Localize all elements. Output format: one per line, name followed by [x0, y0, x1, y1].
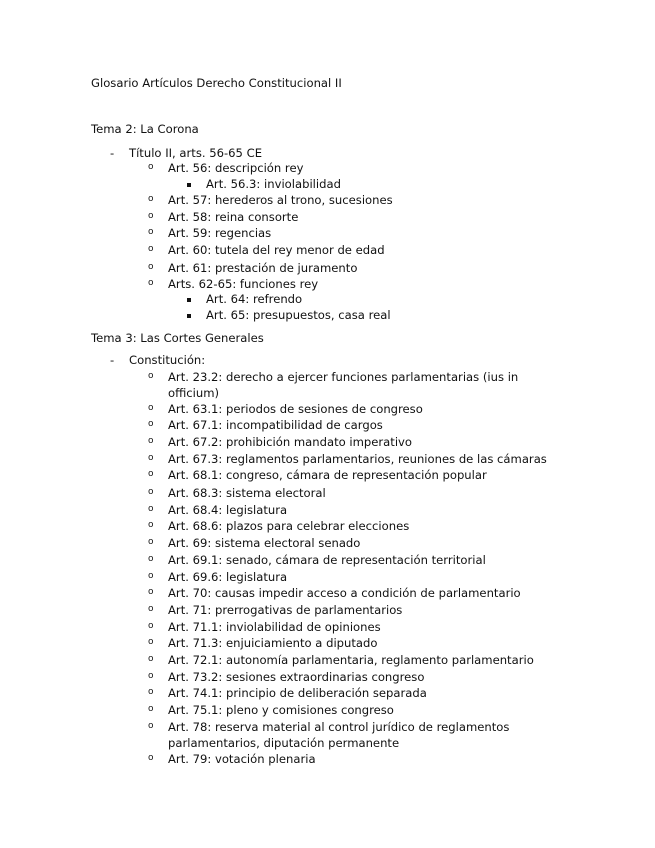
circle-bullet: o [148, 162, 154, 172]
list-item-text: Art. 68.4: legislatura [168, 503, 288, 517]
circle-bullet: o [148, 469, 154, 479]
circle-bullet: o [148, 637, 154, 647]
list-item-text: Art. 69.1: senado, cámara de representación territorial [168, 553, 486, 567]
circle-bullet: o [148, 194, 154, 204]
list-item-text: Art. 67.2: prohibición mandato imperativo [168, 435, 412, 449]
list-item-text: Art. 67.1: incompatibilidad de cargos [168, 418, 383, 432]
list-item-text: Art. 59: regencias [168, 226, 272, 240]
list-item-text: Art. 61: prestación de juramento [168, 261, 358, 275]
list-item-text: Art. 78: reserva material al control jurídico de reglamentos parlamentarios, diputación permanente [168, 720, 510, 751]
circle-bullet: o [148, 704, 154, 714]
list-item-text: Art. 69: sistema electoral senado [168, 536, 361, 550]
circle-bullet: o [148, 654, 154, 664]
list-item-text: Art. 75.1: pleno y comisiones congreso [168, 703, 394, 717]
list-item-text: Art. 71: prerrogativas de parlamentarios [168, 603, 403, 617]
circle-bullet: o [148, 211, 154, 221]
circle-bullet: o [148, 371, 154, 381]
circle-bullet: o [148, 504, 154, 514]
list-item-text: Art. 65: presupuestos, casa real [206, 308, 391, 322]
square-bullet [187, 183, 191, 187]
circle-bullet: o [148, 419, 154, 429]
sublist-label: Constitución: [129, 353, 206, 367]
list-item-text: Art. 69.6: legislatura [168, 570, 288, 584]
section-title-tema-3: Tema 3: Las Cortes Generales [91, 331, 264, 345]
circle-bullet: o [148, 587, 154, 597]
list-item-text: Art. 79: votación plenaria [168, 752, 316, 766]
circle-bullet: o [148, 687, 154, 697]
list-item-text: Art. 71.3: enjuiciamiento a diputado [168, 636, 378, 650]
square-bullet [187, 314, 191, 318]
list-item-text: Art. 70: causas impedir acceso a condición de parlamentario [168, 586, 521, 600]
sublist-label: Título II, arts. 56-65 CE [129, 146, 263, 160]
circle-bullet: o [148, 621, 154, 631]
square-bullet [187, 298, 191, 302]
dash-bullet: - [110, 146, 115, 160]
list-item-text: Art. 56.3: inviolabilidad [206, 177, 341, 191]
list-item-text: Art. 68.6: plazos para celebrar elecciones [168, 519, 410, 533]
list-item-text: Arts. 62-65: funciones rey [168, 277, 319, 291]
list-item-text: Art. 63.1: periodos de sesiones de congreso [168, 402, 423, 416]
circle-bullet: o [148, 753, 154, 763]
list-item-text: Art. 72.1: autonomía parlamentaria, reglamento parlamentario [168, 653, 534, 667]
list-item-text: Art. 57: herederos al trono, sucesiones [168, 193, 393, 207]
section-title-tema-2: Tema 2: La Corona [91, 122, 199, 136]
circle-bullet: o [148, 436, 154, 446]
circle-bullet: o [148, 554, 154, 564]
circle-bullet: o [148, 520, 154, 530]
list-item-text: Art. 23.2: derecho a ejercer funciones parlamentarias (ius in officium) [168, 370, 519, 401]
circle-bullet: o [148, 604, 154, 614]
document-title: Glosario Artículos Derecho Constitucional II [91, 76, 342, 90]
list-item-text: Art. 74.1: principio de deliberación separada [168, 686, 427, 700]
list-item-text: Art. 67.3: reglamentos parlamentarios, reuniones de las cámaras [168, 452, 547, 466]
circle-bullet: o [148, 721, 154, 731]
circle-bullet: o [148, 262, 154, 272]
circle-bullet: o [148, 571, 154, 581]
list-item-text: Art. 71.1: inviolabilidad de opiniones [168, 620, 381, 634]
list-item-text: Art. 64: refrendo [206, 292, 303, 306]
circle-bullet: o [148, 487, 154, 497]
circle-bullet: o [148, 244, 154, 254]
list-item-text: Art. 58: reina consorte [168, 210, 299, 224]
circle-bullet: o [148, 671, 154, 681]
dash-bullet: - [110, 353, 115, 367]
list-item-text: Art. 68.1: congreso, cámara de representación popular [168, 468, 487, 482]
circle-bullet: o [148, 537, 154, 547]
circle-bullet: o [148, 227, 154, 237]
list-item-text: Art. 56: descripción rey [168, 161, 304, 175]
list-item-text: Art. 60: tutela del rey menor de edad [168, 243, 385, 257]
list-item-text: Art. 68.3: sistema electoral [168, 486, 326, 500]
circle-bullet: o [148, 278, 154, 288]
list-item-text: Art. 73.2: sesiones extraordinarias congreso [168, 670, 425, 684]
circle-bullet: o [148, 403, 154, 413]
circle-bullet: o [148, 453, 154, 463]
